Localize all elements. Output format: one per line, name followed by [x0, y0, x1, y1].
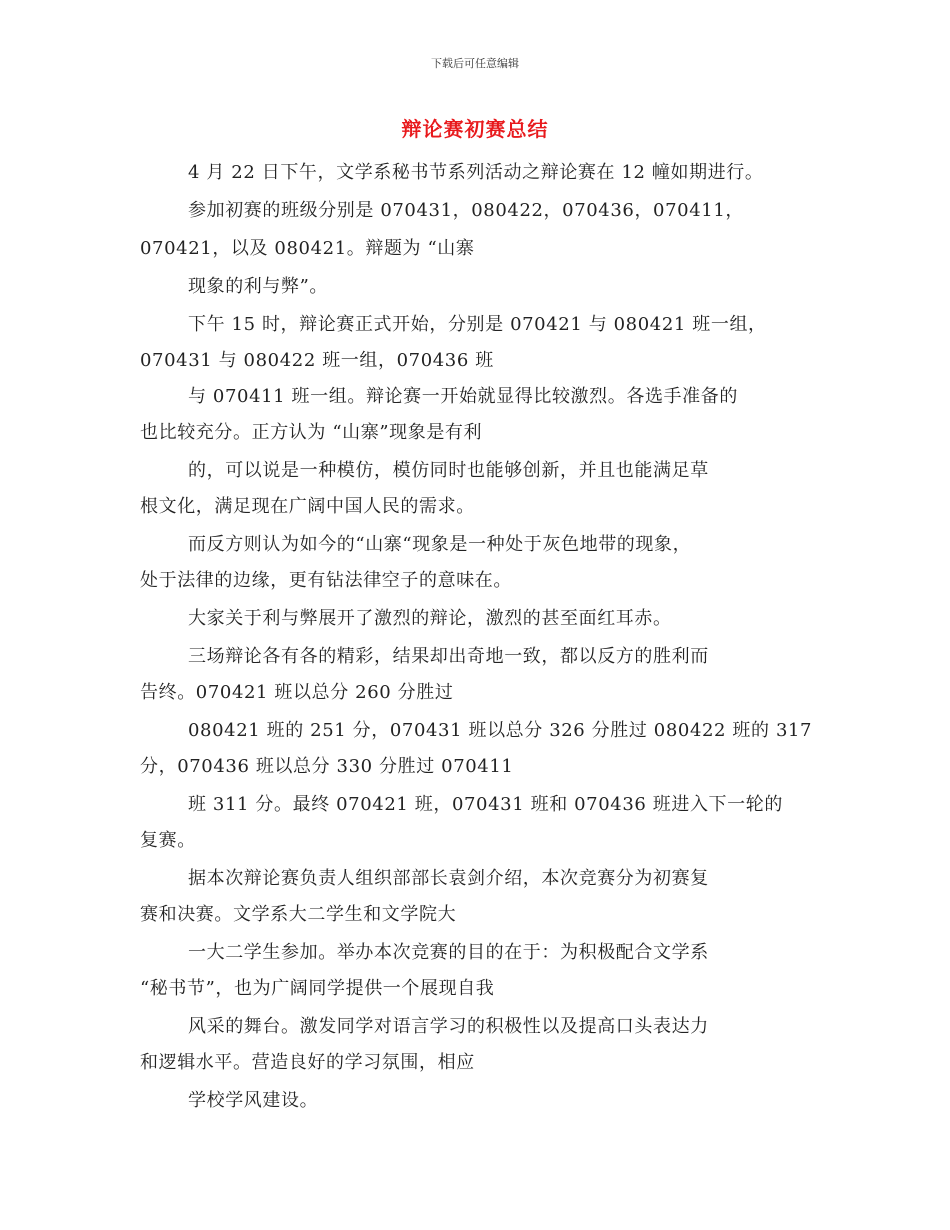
- body-line: 根文化，满足现在广阔中国人民的需求。: [140, 496, 475, 517]
- body-line: 班 311 分。最终 070421 班，070431 班和 070436 班进入下一轮的: [188, 794, 783, 815]
- body-line: 070431 与 080422 班一组，070436 班: [140, 350, 494, 371]
- body-line: 赛和决赛。文学系大二学生和文学院大: [140, 904, 457, 925]
- body-line: 080421 班的 251 分，070431 班以总分 326 分胜过 080422 班的 317: [188, 720, 813, 741]
- body-line: 现象的利与弊”。: [188, 276, 329, 297]
- body-line: 一大二学生参加。举办本次竞赛的目的在于：为积极配合文学系: [188, 942, 709, 963]
- body-line: 也比较充分。正方认为 “山寨”现象是有利: [140, 422, 483, 443]
- body-line: 三场辩论各有各的精彩，结果却出奇地一致，都以反方的胜利而: [188, 646, 709, 667]
- header-note: 下载后可任意编辑: [431, 57, 519, 70]
- body-line: 070421，以及 080421。辩题为 “山寨: [140, 238, 475, 259]
- body-line: 参加初赛的班级分别是 070431，080422，070436，070411，: [188, 200, 744, 221]
- body-line: 分，070436 班以总分 330 分胜过 070411: [140, 756, 514, 777]
- body-line: 学校学风建设。: [188, 1090, 319, 1111]
- body-line: “秘书节”，也为广阔同学提供一个展现自我: [140, 978, 495, 999]
- body-line: 风采的舞台。激发同学对语言学习的积极性以及提高口头表达力: [188, 1016, 709, 1037]
- body-line: 而反方则认为如今的“山寨“现象是一种处于灰色地带的现象，: [188, 534, 692, 555]
- body-line: 下午 15 时，辩论赛正式开始，分别是 070421 与 080421 班一组，: [188, 314, 767, 335]
- body-line: 4 月 22 日下午，文学系秘书节系列活动之辩论赛在 12 幢如期进行。: [188, 162, 764, 183]
- body-line: 告终。070421 班以总分 260 分胜过: [140, 682, 454, 703]
- body-line: 和逻辑水平。营造良好的学习氛围，相应: [140, 1052, 475, 1073]
- body-line: 复赛。: [140, 830, 196, 851]
- body-line: 与 070411 班一组。辩论赛一开始就显得比较激烈。各选手准备的: [188, 386, 738, 407]
- body-line: 的，可以说是一种模仿，模仿同时也能够创新，并且也能满足草: [188, 460, 709, 481]
- body-line: 大家关于利与弊展开了激烈的辩论，激烈的甚至面红耳赤。: [188, 608, 672, 629]
- document-title: 辩论赛初赛总结: [401, 117, 549, 141]
- body-line: 据本次辩论赛负责人组织部部长袁剑介绍，本次竞赛分为初赛复: [188, 868, 709, 889]
- body-line: 处于法律的边缘，更有钻法律空子的意味在。: [140, 570, 512, 591]
